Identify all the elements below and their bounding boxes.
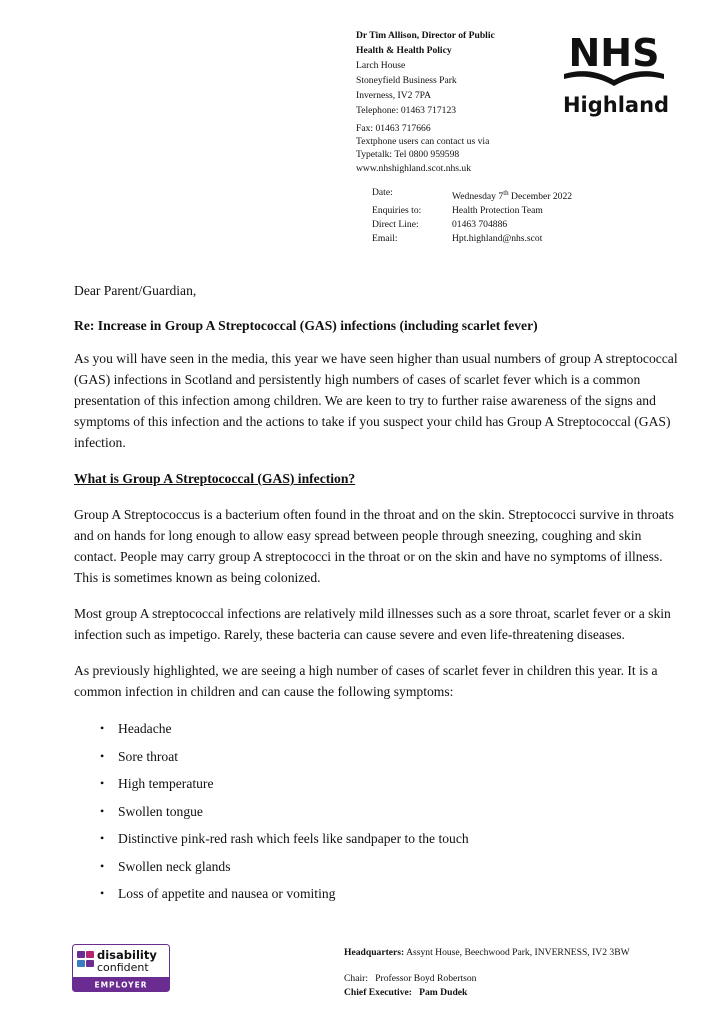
disability-confident-badge	[72, 944, 170, 992]
meta-email-value: Hpt.highland@nhs.scot	[452, 233, 543, 245]
badge-employer-text: EMPLOYER	[94, 980, 148, 990]
paragraph-what-is: Group A Streptococcus is a bacterium often found in the throat and on the skin. Streptococci survive in throats and on hands for long enough to allow easy spread between people through sneezing, coughing and skin contact. People may carry group A streptococci in the throat or on the skin and have no symptoms of illness. This is sometimes known as being colonized.	[74, 507, 674, 585]
meta-direct-row	[372, 218, 572, 232]
letter-footer	[344, 946, 630, 1000]
meta-enquiries-value: Health Protection Team	[452, 205, 543, 217]
badge-square-icon	[77, 951, 85, 958]
paragraph-symptoms-intro: As previously highlighted, we are seeing a high number of cases of scarlet fever in children this year. It is a common infection in children and can cause the following symptoms:	[74, 663, 658, 699]
bullet-icon: •	[100, 776, 105, 791]
subject-line: Re: Increase in Group A Streptococcal (GAS) infections (including scarlet fever)	[74, 318, 538, 333]
list-item: • High temperature	[100, 770, 682, 798]
greeting: Dear Parent/Guardian,	[74, 283, 197, 298]
logo-nhs-text: NHS	[568, 31, 660, 75]
letter-meta	[372, 186, 572, 246]
list-item: • Loss of appetite and nausea or vomiting	[100, 880, 682, 908]
nhs-highland-logo	[560, 30, 670, 120]
badge-square-icon	[77, 960, 85, 967]
badge-confident-text: confident	[97, 961, 149, 974]
sender-name: Dr Tim Allison, Director of Public	[356, 30, 495, 41]
sender-typetalk: Typetalk: Tel 0800 959598	[356, 149, 460, 160]
badge-square-icon	[86, 951, 94, 958]
footer-chair: Chair: Professor Boyd Robertson	[344, 973, 477, 984]
symptom-list	[74, 715, 682, 908]
badge-disability-text: disability	[97, 948, 157, 962]
meta-date-row	[372, 186, 572, 204]
bullet-icon: •	[100, 721, 105, 736]
paragraph-mild: Most group A streptococcal infections are relatively mild illnesses such as a sore throat, scarlet fever or a skin infection such as impetigo. Rarely, these bacteria can cause severe and even life-threatening diseases.	[74, 606, 671, 642]
sender-textphone: Textphone users can contact us via	[356, 136, 490, 147]
bullet-icon: •	[100, 831, 105, 846]
sender-name-2: Health & Health Policy	[356, 45, 452, 56]
sender-address-line: Larch House	[356, 60, 406, 71]
sender-website: www.nhshighland.scot.nhs.uk	[356, 163, 472, 174]
letter-body	[74, 280, 682, 908]
sender-address-line: Stoneyfield Business Park	[356, 75, 457, 86]
list-item: • Headache	[100, 715, 682, 743]
bullet-icon: •	[100, 858, 105, 873]
meta-date-value: Wednesday 7th December 2022	[452, 189, 573, 203]
bullet-icon: •	[100, 803, 105, 818]
list-item: • Sore throat	[100, 743, 682, 771]
badge-square-icon	[86, 960, 94, 967]
meta-direct-label: Direct Line:	[372, 219, 419, 231]
sender-block	[356, 28, 495, 176]
list-item: • Distinctive pink-red rash which feels like sandpaper to the touch	[100, 825, 682, 853]
meta-email-label: Email:	[372, 233, 398, 245]
paragraph-intro: As you will have seen in the media, this year we have seen higher than usual numbers of group A streptococcal (GAS) infections in Scotland and persistently high numbers of cases of scarlet fever which is a common presentation of this infection among children. We are keen to try to further raise awareness of the signs and symptoms of this infection and the actions to take if you suspect your child has Group A Streptococcal (GAS) infection.	[74, 351, 678, 450]
sender-address-line: Inverness, IV2 7PA	[356, 90, 432, 101]
meta-direct-value: 01463 704886	[452, 219, 508, 231]
footer-chief-executive: Chief Executive: Pam Dudek	[344, 987, 468, 998]
bullet-icon: •	[100, 748, 105, 763]
meta-enquiries-row	[372, 204, 572, 218]
logo-highland-text: Highland	[562, 93, 670, 117]
meta-enquiries-label: Enquiries to:	[372, 205, 422, 217]
bullet-icon: •	[100, 886, 105, 901]
section-heading: What is Group A Streptococcal (GAS) infection?	[74, 471, 356, 486]
list-item: • Swollen tongue	[100, 798, 682, 826]
sender-fax: Fax: 01463 717666	[356, 123, 431, 134]
meta-email-row	[372, 232, 572, 246]
sender-telephone: Telephone: 01463 717123	[356, 105, 457, 116]
list-item: • Swollen neck glands	[100, 853, 682, 881]
footer-headquarters: Headquarters: Assynt House, Beechwood Park, INVERNESS, IV2 3BW	[344, 947, 630, 958]
meta-date-label: Date:	[372, 187, 393, 198]
